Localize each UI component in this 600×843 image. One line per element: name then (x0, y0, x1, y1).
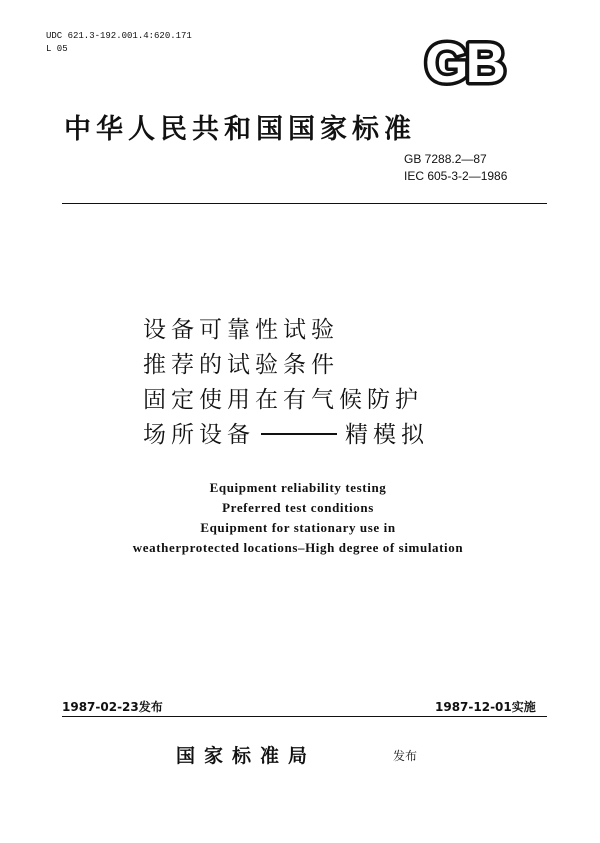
udc-code: UDC 621.3-192.001.4:620.171 (46, 31, 192, 41)
chinese-title (143, 313, 429, 453)
cn-title-line-3: 固定使用在有气候防护 (143, 387, 423, 413)
classification-code: L 05 (46, 44, 68, 54)
top-divider (62, 203, 547, 204)
iec-number: IEC 605-3-2—1986 (404, 169, 508, 183)
cn-title-line-4 (143, 418, 429, 453)
cn-title-line-4-suffix: 精模拟 (345, 422, 429, 448)
cn-title-line-2: 推荐的试验条件 (143, 352, 339, 378)
issuer: 国家标准局 (176, 745, 317, 767)
standard-number: GB 7288.2—87 (404, 152, 487, 166)
issued-label: 发布 (393, 749, 418, 763)
cn-title-line-1: 设备可靠性试验 (143, 317, 339, 343)
main-title: 中华人民共和国国家标准 (64, 114, 416, 145)
cn-title-line-4-prefix: 场所设备 (143, 422, 255, 448)
gb-logo-text: GB (425, 36, 503, 86)
en-title-line-1: Equipment reliability testing (209, 480, 387, 495)
udc-block (46, 30, 192, 56)
en-title-line-4: weatherprotected locations–High degree of simulation (132, 540, 464, 555)
en-title-line-2: Preferred test conditions (222, 500, 374, 515)
bottom-divider (62, 716, 547, 717)
effective-date: 1987-12-01实施 (435, 700, 536, 714)
gb-logo (405, 36, 523, 86)
standard-numbers (404, 151, 507, 185)
english-title (113, 478, 483, 558)
published-date: 1987-02-23发布 (62, 700, 163, 714)
title-dash (261, 433, 337, 435)
en-title-line-3: Equipment for stationary use in (200, 520, 396, 535)
